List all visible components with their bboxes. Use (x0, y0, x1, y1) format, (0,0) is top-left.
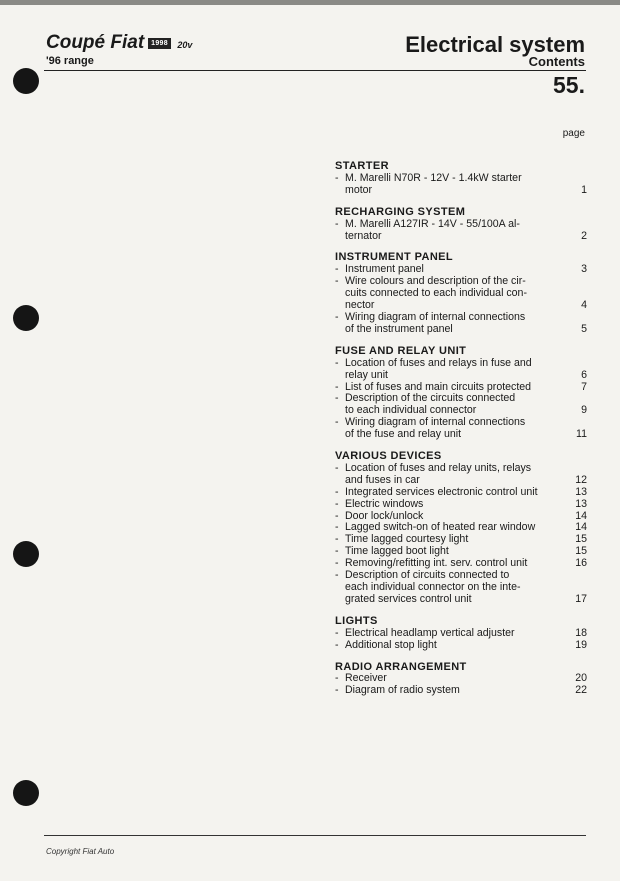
toc-entry (335, 417, 587, 441)
toc-page-number: 5 (581, 322, 587, 335)
toc-page-number: 6 (581, 368, 587, 381)
table-of-contents (335, 161, 587, 707)
toc-entry-line: Time lagged courtesy light (345, 533, 469, 546)
toc-page-number: 1 (581, 183, 587, 196)
engine-label: 20v (177, 40, 193, 50)
dash-bullet: - (335, 416, 339, 429)
range-label: '96 range (46, 55, 94, 67)
toc-entry-line: Time lagged boot light (345, 545, 449, 558)
dash-bullet: - (335, 461, 339, 474)
toc-page-number: 3 (581, 263, 587, 276)
toc-page-number: 11 (576, 428, 587, 441)
page-column-label: page (562, 128, 585, 139)
toc-page-number: 16 (575, 557, 587, 570)
dash-bullet: - (335, 521, 339, 534)
toc-page-number: 18 (575, 626, 587, 639)
toc-entry-line: M. Marelli N70R - 12V - 1.4kW starter (345, 171, 522, 184)
dash-bullet: - (335, 310, 339, 323)
toc-entry-line: Removing/refitting int. serv. control unit (345, 557, 528, 570)
toc-section (335, 346, 587, 441)
toc-entry-line: Location of fuses and relays in fuse and (345, 356, 532, 369)
toc-page-number: 15 (575, 545, 587, 558)
toc-section (335, 662, 587, 698)
toc-section (335, 451, 587, 606)
toc-entry-line: M. Marelli A127IR - 14V - 55/100A al- (345, 217, 520, 230)
toc-section (335, 161, 587, 197)
dash-bullet: - (335, 533, 339, 546)
toc-entry-line: Wiring diagram of internal connections (345, 416, 526, 429)
toc-entry (335, 219, 587, 243)
toc-entry-line: cuits connected to each individual con- (345, 287, 527, 300)
dash-bullet: - (335, 497, 339, 510)
toc-entry-line: relay unit (345, 368, 388, 381)
toc-page-number: 13 (575, 497, 587, 510)
punch-hole (13, 68, 39, 94)
toc-page-number: 19 (575, 638, 587, 651)
toc-entry-line: Description of circuits connected to (345, 569, 510, 582)
toc-section-title: RADIO ARRANGEMENT (335, 660, 467, 673)
toc-entry (335, 358, 587, 382)
punch-hole (13, 305, 39, 331)
header-divider (44, 70, 586, 71)
toc-entry-line: of the fuse and relay unit (345, 428, 462, 441)
toc-entry-line: Instrument panel (345, 263, 424, 276)
toc-entry-line: Electrical headlamp vertical adjuster (345, 626, 515, 639)
toc-entry (335, 276, 587, 312)
dash-bullet: - (335, 638, 339, 651)
dash-bullet: - (335, 545, 339, 558)
dash-bullet: - (335, 672, 339, 685)
toc-entry-line: and fuses in car (345, 473, 420, 486)
dash-bullet: - (335, 356, 339, 369)
toc-page-number: 14 (575, 509, 587, 522)
toc-entry (335, 312, 587, 336)
toc-entry (335, 173, 587, 197)
toc-entry (335, 463, 587, 487)
toc-entry-line: List of fuses and main circuits protected (345, 380, 532, 393)
toc-page-number: 7 (581, 380, 587, 393)
toc-page-number: 20 (575, 672, 587, 685)
dash-bullet: - (335, 275, 339, 288)
dash-bullet: - (335, 509, 339, 522)
punch-hole (13, 780, 39, 806)
toc-entry-line: ternator (345, 229, 382, 242)
toc-entry-line: motor (345, 183, 373, 196)
dash-bullet: - (335, 171, 339, 184)
toc-entry-line: to each individual connector (345, 404, 477, 417)
toc-entry-line: Door lock/unlock (345, 509, 424, 522)
toc-page-number: 17 (575, 592, 587, 605)
toc-section (335, 252, 587, 335)
toc-section-title: FUSE AND RELAY UNIT (335, 344, 467, 357)
toc-page-number: 4 (581, 299, 587, 312)
toc-entry-line: of the instrument panel (345, 322, 453, 335)
toc-entry (335, 628, 587, 640)
year-badge: 1998 (148, 38, 171, 49)
dash-bullet: - (335, 684, 339, 697)
toc-entry (335, 685, 587, 697)
toc-entry-line: Description of the circuits connected (345, 392, 516, 405)
toc-page-number: 14 (575, 521, 587, 534)
toc-page-number: 2 (581, 229, 587, 242)
dash-bullet: - (335, 217, 339, 230)
footer-divider (44, 835, 586, 836)
toc-section-title: LIGHTS (335, 614, 378, 627)
toc-section-title: INSTRUMENT PANEL (335, 251, 454, 264)
toc-entry-line: nector (345, 299, 375, 312)
toc-section-title: STARTER (335, 160, 389, 172)
dash-bullet: - (335, 485, 339, 498)
dash-bullet: - (335, 380, 339, 393)
toc-entry (335, 499, 587, 511)
dash-bullet: - (335, 557, 339, 570)
toc-entry (335, 487, 587, 499)
toc-entry-line: Additional stop light (345, 638, 437, 651)
section-number: 55. (553, 72, 585, 98)
toc-entry-line: Receiver (345, 672, 387, 685)
toc-section (335, 616, 587, 652)
page-title: Electrical system (405, 32, 585, 57)
toc-section (335, 207, 587, 243)
toc-page-number: 9 (581, 404, 587, 417)
toc-page-number: 15 (575, 533, 587, 546)
toc-entry-line: Location of fuses and relay units, relays (345, 461, 532, 474)
toc-entry-line: Wire colours and description of the cir- (345, 275, 526, 288)
copyright-notice: Copyright Fiat Auto (46, 847, 115, 856)
toc-entry-line: Integrated services electronic control unit (345, 485, 538, 498)
toc-page-number: 12 (575, 473, 587, 486)
dash-bullet: - (335, 392, 339, 405)
toc-entry (335, 393, 587, 417)
toc-section-title: RECHARGING SYSTEM (335, 205, 466, 218)
toc-entry (335, 640, 587, 652)
brand-logo (46, 32, 192, 54)
toc-entry-line: Wiring diagram of internal connections (345, 310, 526, 323)
dash-bullet: - (335, 263, 339, 276)
toc-page-number: 13 (575, 485, 587, 498)
scan-edge (0, 0, 620, 5)
toc-entry-line: Electric windows (345, 497, 424, 510)
toc-entry-line: Diagram of radio system (345, 684, 460, 697)
dash-bullet: - (335, 569, 339, 582)
toc-entry (335, 570, 587, 606)
toc-page-number: 22 (575, 684, 587, 697)
toc-entry-line: each individual connector on the inte- (345, 581, 521, 593)
brand-name: Coupé Fiat (46, 32, 145, 53)
toc-entry-line: grated services control unit (345, 592, 472, 605)
dash-bullet: - (335, 626, 339, 639)
toc-section-title: VARIOUS DEVICES (335, 450, 442, 463)
punch-hole (13, 541, 39, 567)
toc-entry-line: Lagged switch-on of heated rear window (345, 521, 536, 534)
page-subtitle: Contents (528, 54, 585, 69)
